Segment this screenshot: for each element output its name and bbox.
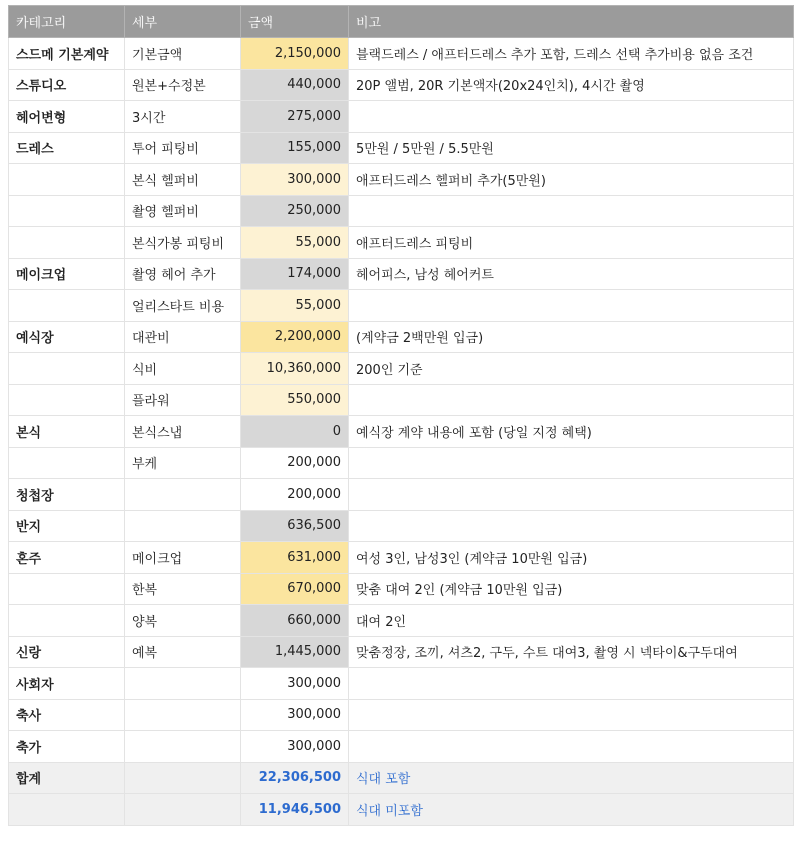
detail-cell: 식비 xyxy=(125,353,241,385)
table-row xyxy=(9,416,794,448)
amount-cell: 636,500 xyxy=(241,510,349,542)
table-row xyxy=(9,384,794,416)
detail-cell xyxy=(125,794,241,826)
amount-cell: 200,000 xyxy=(241,479,349,511)
table-row xyxy=(9,69,794,101)
category-cell xyxy=(9,195,125,227)
table-row xyxy=(9,699,794,731)
header-amount: 금액 xyxy=(241,6,349,38)
category-cell: 반지 xyxy=(9,510,125,542)
amount-cell: 631,000 xyxy=(241,542,349,574)
category-cell xyxy=(9,353,125,385)
amount-cell: 300,000 xyxy=(241,164,349,196)
detail-cell: 촬영 헬퍼비 xyxy=(125,195,241,227)
detail-cell: 대관비 xyxy=(125,321,241,353)
detail-cell xyxy=(125,668,241,700)
table-row xyxy=(9,195,794,227)
table-row xyxy=(9,353,794,385)
wedding-budget-table xyxy=(8,5,794,826)
detail-cell: 본식 헬퍼비 xyxy=(125,164,241,196)
note-cell: 식대 포함 xyxy=(349,762,794,794)
category-cell xyxy=(9,290,125,322)
category-cell: 예식장 xyxy=(9,321,125,353)
amount-cell: 22,306,500 xyxy=(241,762,349,794)
category-cell: 신랑 xyxy=(9,636,125,668)
amount-cell: 0 xyxy=(241,416,349,448)
detail-cell: 한복 xyxy=(125,573,241,605)
note-cell xyxy=(349,668,794,700)
detail-cell: 부케 xyxy=(125,447,241,479)
category-cell xyxy=(9,794,125,826)
amount-cell: 440,000 xyxy=(241,69,349,101)
amount-cell: 275,000 xyxy=(241,101,349,133)
note-cell xyxy=(349,384,794,416)
note-cell: 애프터드레스 피팅비 xyxy=(349,227,794,259)
category-cell: 헤어변형 xyxy=(9,101,125,133)
table-row xyxy=(9,479,794,511)
detail-cell: 본식가봉 피팅비 xyxy=(125,227,241,259)
detail-cell xyxy=(125,762,241,794)
header-note: 비고 xyxy=(349,6,794,38)
note-cell: 헤어피스, 남성 헤어커트 xyxy=(349,258,794,290)
table-row xyxy=(9,573,794,605)
amount-cell: 174,000 xyxy=(241,258,349,290)
amount-cell: 55,000 xyxy=(241,227,349,259)
note-cell xyxy=(349,195,794,227)
detail-cell: 예복 xyxy=(125,636,241,668)
detail-cell xyxy=(125,731,241,763)
amount-cell: 200,000 xyxy=(241,447,349,479)
amount-cell: 670,000 xyxy=(241,573,349,605)
table-row xyxy=(9,290,794,322)
detail-cell: 기본금액 xyxy=(125,38,241,70)
category-cell xyxy=(9,384,125,416)
table-row xyxy=(9,447,794,479)
note-cell: 200인 기준 xyxy=(349,353,794,385)
note-cell: 5만원 / 5만원 / 5.5만원 xyxy=(349,132,794,164)
table-row xyxy=(9,164,794,196)
detail-cell: 얼리스타트 비용 xyxy=(125,290,241,322)
table-row xyxy=(9,227,794,259)
note-cell: (계약금 2백만원 입금) xyxy=(349,321,794,353)
detail-cell: 플라워 xyxy=(125,384,241,416)
total-row xyxy=(9,794,794,826)
detail-cell: 원본+수정본 xyxy=(125,69,241,101)
amount-cell: 550,000 xyxy=(241,384,349,416)
category-cell: 스드메 기본계약 xyxy=(9,38,125,70)
amount-cell: 660,000 xyxy=(241,605,349,637)
detail-cell: 메이크업 xyxy=(125,542,241,574)
amount-cell: 1,445,000 xyxy=(241,636,349,668)
amount-cell: 10,360,000 xyxy=(241,353,349,385)
note-cell xyxy=(349,479,794,511)
note-cell xyxy=(349,731,794,763)
detail-cell: 양복 xyxy=(125,605,241,637)
amount-cell: 300,000 xyxy=(241,731,349,763)
table-row xyxy=(9,101,794,133)
note-cell xyxy=(349,290,794,322)
header-category: 카테고리 xyxy=(9,6,125,38)
note-cell xyxy=(349,447,794,479)
total-row xyxy=(9,762,794,794)
table-row xyxy=(9,510,794,542)
note-cell: 20P 앨범, 20R 기본액자(20x24인치), 4시간 촬영 xyxy=(349,69,794,101)
table-body xyxy=(9,38,794,826)
amount-cell: 2,150,000 xyxy=(241,38,349,70)
category-cell: 혼주 xyxy=(9,542,125,574)
header-row xyxy=(9,6,794,38)
category-cell: 메이크업 xyxy=(9,258,125,290)
note-cell: 애프터드레스 헬퍼비 추가(5만원) xyxy=(349,164,794,196)
note-cell xyxy=(349,699,794,731)
category-cell xyxy=(9,573,125,605)
category-cell: 드레스 xyxy=(9,132,125,164)
table-row xyxy=(9,605,794,637)
category-cell xyxy=(9,164,125,196)
category-cell xyxy=(9,227,125,259)
category-cell: 축사 xyxy=(9,699,125,731)
table-header xyxy=(9,6,794,38)
note-cell: 블랙드레스 / 애프터드레스 추가 포함, 드레스 선택 추가비용 없음 조건 xyxy=(349,38,794,70)
detail-cell: 본식스냅 xyxy=(125,416,241,448)
category-cell xyxy=(9,605,125,637)
table-row xyxy=(9,38,794,70)
table-row xyxy=(9,132,794,164)
category-cell: 본식 xyxy=(9,416,125,448)
detail-cell: 촬영 헤어 추가 xyxy=(125,258,241,290)
table-row xyxy=(9,668,794,700)
table-row xyxy=(9,542,794,574)
note-cell: 대여 2인 xyxy=(349,605,794,637)
amount-cell: 300,000 xyxy=(241,668,349,700)
detail-cell xyxy=(125,510,241,542)
note-cell: 예식장 계약 내용에 포함 (당일 지정 혜택) xyxy=(349,416,794,448)
amount-cell: 55,000 xyxy=(241,290,349,322)
category-cell: 청첩장 xyxy=(9,479,125,511)
amount-cell: 250,000 xyxy=(241,195,349,227)
note-cell: 여성 3인, 남성3인 (계약금 10만원 입금) xyxy=(349,542,794,574)
table-row xyxy=(9,731,794,763)
note-cell: 맞춤정장, 조끼, 셔츠2, 구두, 수트 대여3, 촬영 시 넥타이&구두대여 xyxy=(349,636,794,668)
note-cell xyxy=(349,101,794,133)
header-detail: 세부 xyxy=(125,6,241,38)
note-cell xyxy=(349,510,794,542)
detail-cell xyxy=(125,479,241,511)
detail-cell xyxy=(125,699,241,731)
note-cell: 식대 미포함 xyxy=(349,794,794,826)
amount-cell: 155,000 xyxy=(241,132,349,164)
detail-cell: 투어 피팅비 xyxy=(125,132,241,164)
note-cell: 맞춤 대여 2인 (계약금 10만원 입금) xyxy=(349,573,794,605)
amount-cell: 300,000 xyxy=(241,699,349,731)
budget-table-container xyxy=(8,5,794,826)
category-cell xyxy=(9,447,125,479)
amount-cell: 2,200,000 xyxy=(241,321,349,353)
table-row xyxy=(9,636,794,668)
category-cell: 축가 xyxy=(9,731,125,763)
category-cell: 사회자 xyxy=(9,668,125,700)
table-row xyxy=(9,321,794,353)
category-cell: 합계 xyxy=(9,762,125,794)
detail-cell: 3시간 xyxy=(125,101,241,133)
table-row xyxy=(9,258,794,290)
amount-cell: 11,946,500 xyxy=(241,794,349,826)
category-cell: 스튜디오 xyxy=(9,69,125,101)
